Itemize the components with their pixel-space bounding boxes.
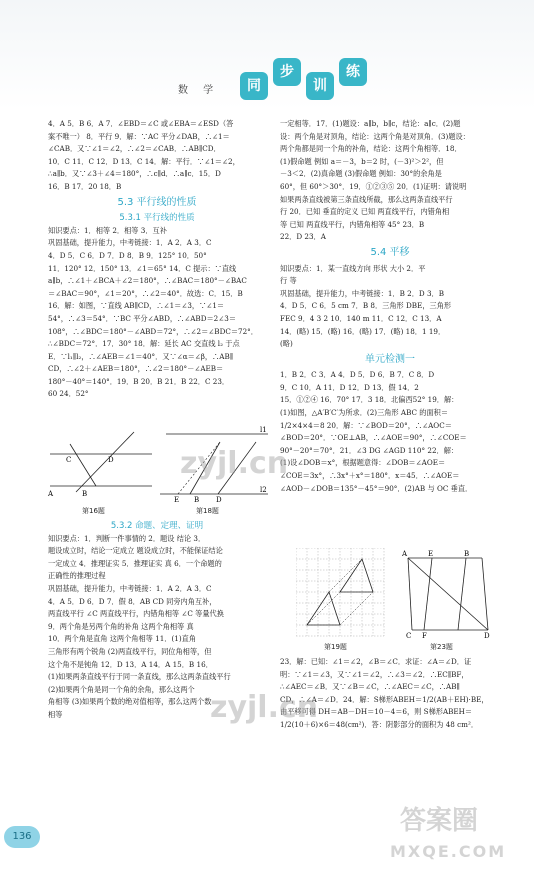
subject-label: 数 学 <box>178 85 220 96</box>
page-header <box>0 0 534 110</box>
figure-16-caption: 第16题 <box>82 507 105 515</box>
text-line: 1/2×4×4＝8 20．解：∵∠BOD＝20°，∴∠AOC＝ <box>280 420 452 430</box>
figure-16 <box>46 424 156 515</box>
text-line: 角相等 (3)如果两个数的绝对值相等，那么这两个数 <box>48 697 212 707</box>
header-chip-1: 同 <box>240 72 268 100</box>
section-title-unit-test: 单元检测一 <box>365 353 415 365</box>
text-line: 10．两个角是直角 这两个角相等 11．(1)直角 <box>48 634 197 644</box>
text-line: ∴∠AEC＝∠B．又∵∠B＝∠C，∴∠AEC＝∠C，∴AB∥ <box>280 682 460 692</box>
text-line: (略) <box>280 339 293 349</box>
text-line: 由平移可得 DH＝AB－DH＝10－4＝6，则 S梯形ABEH＝ <box>280 707 473 717</box>
text-line: 9．两个角是另两个角的补角 这两个角相等 真 <box>48 621 194 631</box>
watermark-1: zyjl.cn <box>180 446 289 481</box>
text-line: 题设成立时，结论一定成立 题设成立时，不能保证结论 <box>48 546 223 556</box>
text-line: 正确性的推理过程 <box>48 571 106 581</box>
text-line: 一定成立 4．推理证实 5．推理证实 真 6．一个命题的 <box>48 558 222 568</box>
svg-text:C: C <box>66 456 72 464</box>
text-line: 23．解：已知：∠1＝∠2，∠B＝∠C．求证：∠A＝∠D．证 <box>280 657 472 666</box>
section-title-5-3: 5.3 平行线的性质 <box>117 196 197 208</box>
text-line: 16．B 17．20 18．B <box>48 181 122 191</box>
text-line: 22．D 23．A <box>280 232 326 242</box>
text-line: 三角形有两个锐角 (2)两直线平行，同位角相等，但 <box>48 646 212 656</box>
text-line: (1)如图，△A′B′C′为所求．(2)三角形 ABC 的面积＝ <box>280 408 449 418</box>
text-line: 知识要点：1．相等 2．相等 3．互补 <box>48 225 167 235</box>
text-line: 60°，但 60°＞30°．19．①②③⑤ 20．(1)证明：请说明 <box>280 181 467 191</box>
figure-23 <box>402 548 494 651</box>
svg-text:l1: l1 <box>260 426 267 434</box>
watermark-2: zyjl.cn <box>210 690 319 725</box>
text-line: ∠CAB．又∵∠1＝∠2，∴∠2＝∠CAB．∴AB∥CD． <box>48 144 221 154</box>
figure-19-grid <box>296 548 388 640</box>
text-line: 4．A 5．B 6．A 7．∠EBD＝∠C 或∠EBA＝∠ESD（答 <box>48 119 234 128</box>
svg-text:B: B <box>194 496 200 504</box>
text-line: 等 已知 两直线平行，内错角相等 45° 23．B <box>280 219 425 229</box>
figure-18-caption: 第18题 <box>196 507 219 515</box>
svg-text:E: E <box>428 550 434 558</box>
svg-text:l2: l2 <box>260 486 267 494</box>
text-line: ∴a∥b．又∵∠3＋∠4＝180°，∴c∥d．∴a∥c．15．D <box>48 169 221 179</box>
figure-23-diagram <box>402 548 494 640</box>
header-chip-3: 训 <box>306 72 334 100</box>
subsection-title-5-3-1: 5.3.1 平行线的性质 <box>119 213 195 224</box>
text-line: 60 24．52° <box>48 389 89 399</box>
svg-text:D: D <box>216 496 222 504</box>
figure-19 <box>296 548 388 651</box>
svg-text:A: A <box>48 490 54 498</box>
text-line: 180°－40°＝140°．19．B 20．B 21．B 22．C 23． <box>48 376 230 386</box>
svg-text:B: B <box>464 550 470 558</box>
text-line: 11．120° 12．150° 13．∠1＝65° 14．C 提示：∵直线 <box>48 263 237 273</box>
text-line: 案不唯一） 8．平行 9．解：∵AC 平分∠DAB，∴∠1＝ <box>48 131 230 141</box>
text-line: 知识要点：1．判断一件事情的 2．题设 结论 3． <box>48 533 206 543</box>
text-line: 16．解：如图，∵直线 AB∥CD，∴∠1＝∠3，∵∠1＝ <box>48 301 225 311</box>
watermark-3: 答案圈 <box>400 806 479 836</box>
svg-text:C: C <box>406 632 412 640</box>
text-line: 9．C 10．A 11．D 12．D 13．假 14．2 <box>280 382 419 392</box>
text-line: 两直线平行 ∠C 两直线平行，内错角相等 ∠C 等量代换 <box>48 609 224 619</box>
text-line: a∥b，∴∠1＋∠BCA＋∠2＝180°，∴∠BAC＝180°－∠BAC <box>48 276 247 286</box>
text-line: 14．(略) 15．(略) 16．(略) 17．(略) 18．1 19． <box>280 326 446 336</box>
text-line: 90°－20°＝70°．21．∠3 DG ∠AGD 110° 22．解： <box>280 445 459 455</box>
text-line: 行 等 <box>280 276 297 286</box>
text-line: 巩固基础，提升能力，中考链接：1．A 2．A 3．C <box>48 238 212 248</box>
header-chip-4: 练 <box>339 58 367 86</box>
text-line: ＝∠BAC＝90°，∠1＝20°，∴∠2＝40°．故选：C．15．B <box>48 288 243 298</box>
text-line: 108°，∴∠BDC＝180°－∠ABD＝72°，∴∠2＝∠BDC＝72°． <box>48 326 258 336</box>
text-line: (1)设∠DOB＝x°，根据题意得：∠DOB＝∠AOE＝ <box>280 458 446 468</box>
text-line: 一定相等．17．(1)题设：a∥b，b∥c，结论：a∥c．(2)题 <box>280 119 461 128</box>
figure-19-caption: 第19题 <box>324 643 347 651</box>
text-line: ∠BOD＝20°．∵OE⊥AB，∴∠AOE＝90°，∴∠COE＝ <box>280 433 467 443</box>
header-chip-2: 步 <box>273 58 301 86</box>
text-line: ∠COE＝3x°，∴3x°＋x°＝180°．x＝45．∴∠AOE＝ <box>280 471 460 481</box>
text-line: －3＜2．(2)真命题 (3)假命题 例如：30°的余角是 <box>280 169 442 179</box>
watermark-4: MXQE.COM <box>390 842 507 861</box>
right-column-top <box>280 118 500 495</box>
text-line: 知识要点：1．某一直线方向 形状 大小 2．平 <box>280 263 426 273</box>
text-line: CD，∴∠2＋∠AEB＝180°，∴∠2＝180°－∠AEB＝ <box>48 364 224 374</box>
text-line: 巩固基础，提升能力，中考链接：1．A 2．A 3．C <box>48 583 212 593</box>
left-column-top <box>48 118 266 401</box>
text-line: FEC 9．4 3 2 10．140 m 11．C 12．C 13．A <box>280 313 442 323</box>
text-line: 4．D 5．C 6．5 cm 7．B 8．三角形 DBE，三角形 <box>280 301 452 311</box>
text-line: (2)如果两个角是同一个角的余角，那么这两个 <box>48 684 195 694</box>
text-line: ∴∠BDC＝72°．17．30° 18．解：延长 AC 交直线 l₂ 于点 <box>48 339 240 349</box>
text-line: 巩固基础，提升能力，中考链接：1．B 2．D 3．B <box>280 288 444 298</box>
svg-text:A: A <box>402 550 408 558</box>
svg-text:E: E <box>174 496 180 504</box>
text-line: 54°，∴∠3＝54°．∵BC 平分∠ABD，∴∠ABD＝2∠3＝ <box>48 313 237 323</box>
text-line: 行 20．已知 垂直的定义 已知 两直线平行，内错角相 <box>280 207 450 217</box>
text-line: (1)假命题 例如 a＝－3，b＝2 时，(－3)²＞2²，但 <box>280 156 444 166</box>
text-line: E．∵l₁∥l₂，∴∠AEB＝∠1＝40°．又∵∠α＝∠β，∴AB∥ <box>48 351 234 361</box>
subsection-title-5-3-2: 5.3.2 命题、定理、证明 <box>110 521 204 531</box>
text-line: 如果两条直线被第三条直线所截，那么这两条直线平行 <box>280 194 453 204</box>
text-line: 4．A 5．D 6．D 7．假 8．AB CD 同旁内角互补， <box>48 596 217 606</box>
text-line: 两个角都是同一个角的补角，结论：这两个角相等．18． <box>280 144 462 154</box>
svg-text:D: D <box>108 456 114 464</box>
figure-16-diagram <box>46 424 156 504</box>
svg-text:B: B <box>82 490 88 498</box>
text-line: 这个角不是钝角 12．D 13．A 14．A 15．B 16． <box>48 659 213 669</box>
text-line: 10．C 11．C 12．D 13．C 14．解：平行．∵∠1＝∠2， <box>48 156 240 166</box>
text-line: CD，∴∠A＝∠D．24．解：S梯形ABEH＝1/2(AB＋EH)·BE， <box>280 694 489 704</box>
text-line: 明：∵∠1＝∠3，又∵∠1＝∠2，∴∠3＝∠2．∴EC∥BF， <box>280 669 469 679</box>
text-line: 1/2(10＋6)×6＝48(cm²)．答：阴影部分的面积为 48 cm²． <box>280 719 479 729</box>
section-title-5-4: 5.4 平移 <box>370 246 410 258</box>
text-line: (1)如果两条直线平行于同一条直线，那么这两条直线平行 <box>48 672 231 682</box>
svg-text:D: D <box>484 632 490 640</box>
page-number: 136 <box>4 826 40 848</box>
svg-text:F: F <box>422 632 427 640</box>
text-line: ∠AOD－∠DOB＝135°－45°＝90°．(2)AB 与 OC 垂直． <box>280 483 473 493</box>
text-line: 15．①②④ 16．70° 17．3 18．北偏西52° 19．解： <box>280 395 459 405</box>
figure-23-caption: 第23题 <box>430 643 453 651</box>
text-line: 1．B 2．C 3．A 4．D 5．D 6．B 7．C 8．D <box>280 370 435 380</box>
text-line: 4．D 5．C 6．D 7．D 8．B 9．125° 10．50° <box>48 250 207 260</box>
text-line: 相等 <box>48 709 63 719</box>
text-line: 设：两个角是对顶角，结论：这两个角是对顶角．(3)题设： <box>280 131 470 141</box>
